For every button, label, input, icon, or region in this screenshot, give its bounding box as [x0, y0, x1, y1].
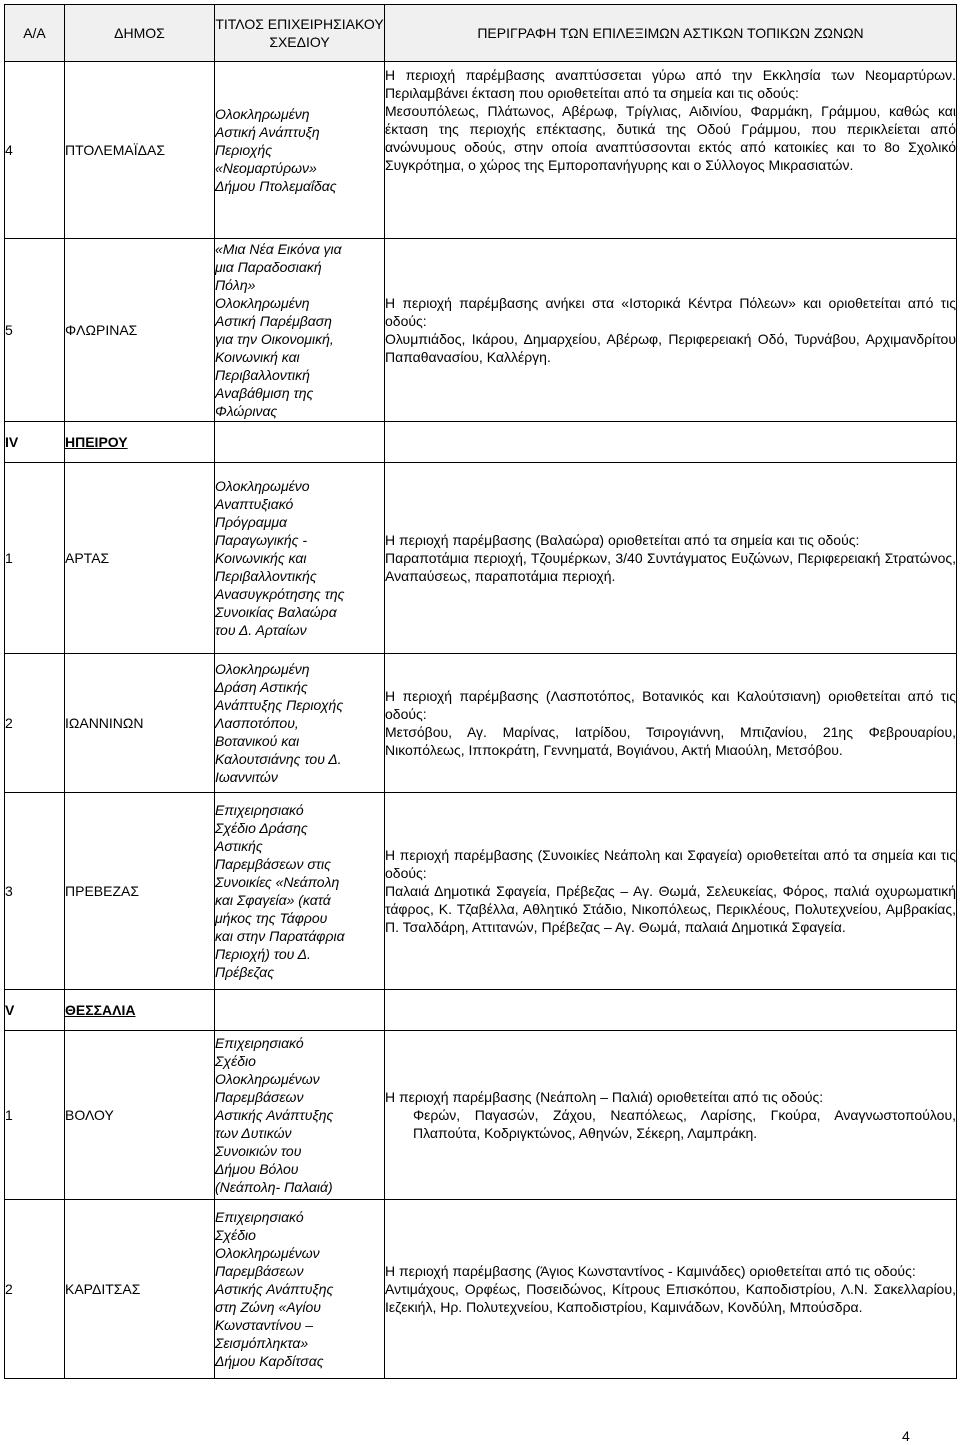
row-municipality: ΠΡΕΒΕΖΑΣ [65, 793, 215, 990]
title-line: Περιβαλλοντική [215, 367, 310, 383]
title-line: Πρόγραμμα [215, 514, 288, 530]
title-line: του Δ. Αρταίων [215, 622, 307, 638]
row-plan-title [215, 62, 385, 239]
title-line: Ολοκληρωμένη [215, 295, 310, 311]
row-description [385, 1031, 957, 1200]
title-line: Σχέδιο Δράσης [215, 820, 308, 836]
region-row [5, 422, 957, 463]
title-line: Περιοχής [215, 142, 273, 158]
title-line: Περιοχή) του Δ. [215, 946, 311, 962]
title-line: για την Οικονομική, [215, 331, 334, 347]
description-paragraph: Η περιοχή παρέμβασης (Βαλαώρα) οριοθετείται από τα σημεία και τις οδούς: [385, 532, 860, 548]
title-line: Ολοκληρωμένη [215, 661, 310, 677]
description-paragraph: Παραποτάμια περιοχή, Τζουμέρκων, 3/40 Συντάγματος Ευζώνων, Περιφερειακή Στρατώνος, Αναπαύσεως, παραποτάμια περιοχή. [385, 550, 956, 584]
title-line: Λασποτόπου, [215, 715, 299, 731]
title-line: Αναπτυξιακό [215, 496, 294, 512]
title-line: μήκος της Τάφρου [215, 910, 328, 926]
table-row [5, 793, 957, 990]
title-line: Σχέδιο [215, 1053, 256, 1069]
title-line: Κοινωνικής και [215, 550, 307, 566]
title-line: Σεισμόπληκτα» [215, 1335, 309, 1351]
row-aa: 1 [5, 463, 65, 654]
header-title: ΤΙΤΛΟΣ ΕΠΙΧΕΙΡΗΣΙΑΚΟΥ ΣΧΕΔΙΟΥ [215, 5, 385, 62]
title-line: (Νεάπολη- Παλαιά) [215, 1179, 333, 1195]
row-municipality: ΦΛΩΡΙΝΑΣ [65, 239, 215, 422]
description-paragraph: Η περιοχή παρέμβασης (Συνοικίες Νεάπολη και Σφαγεία) οριοθετείται από τα σημεία και τις οδούς: [385, 847, 956, 881]
row-aa: 5 [5, 239, 65, 422]
description-paragraph: Αντιμάχους, Ορφέως, Ποσειδώνος, Κίτρους Επισκόπου, Καποδιστρίου, Λ.Ν. Σακελλαρίου, Ιεζεκιήλ, Ηρ. Πολυτεχνείου, Καποδιστρίου, Καμινάδων, Κονδύλη, Μπούσδρα. [385, 1281, 956, 1315]
table-row [5, 1200, 957, 1379]
row-description [385, 1200, 957, 1379]
empty-cell [215, 990, 385, 1031]
title-line: και στην Παρατάφρια [215, 928, 345, 944]
description-paragraph: Ολυμπιάδος, Ικάρου, Δημαρχείου, Αβέρωφ, Περιφερειακή Οδό, Τυρνάβου, Αρχιμανδρίτου Παπαθανασίου, Καλλέργη. [385, 331, 956, 365]
title-line: Δήμου Βόλου [215, 1161, 299, 1177]
title-line: Παραγωγικής - [215, 532, 308, 548]
title-line: Ολοκληρωμένο [215, 478, 310, 494]
title-line: Αναβάθμιση της [215, 385, 314, 401]
row-plan-title [215, 1200, 385, 1379]
table-row [5, 239, 957, 422]
title-line: και Σφαγεία» (κατά [215, 892, 331, 908]
title-line: Βοτανικού και [215, 733, 300, 749]
table-row [5, 463, 957, 654]
title-line: Ανάπτυξης Περιοχής [215, 697, 344, 713]
region-name: ΘΕΣΣΑΛΙΑ [65, 990, 215, 1031]
description-paragraph: Μετσόβου, Αγ. Μαρίνας, Ιατρίδου, Τσιρογιάννη, Μπιζανίου, 21ης Φεβρουαρίου, Νικοπόλεως, Ιπποκράτη, Γεννηματά, Βογιάνου, Ακτή Μιαούλη, Μετσόβου. [385, 724, 956, 758]
row-plan-title [215, 1031, 385, 1200]
title-line: Πόλη» [215, 277, 256, 293]
row-aa: 2 [5, 1200, 65, 1379]
title-line: Επιχειρησιακό [215, 802, 304, 818]
header-description: ΠΕΡΙΓΡΑΦΗ ΤΩΝ ΕΠΙΛΕΞΙΜΩΝ ΑΣΤΙΚΩΝ ΤΟΠΙΚΩΝ ΖΩΝΩΝ [385, 5, 957, 62]
title-line: Περιβαλλοντικής [215, 568, 317, 584]
title-line: Επιχειρησιακό [215, 1209, 304, 1225]
row-description [385, 239, 957, 422]
row-plan-title [215, 793, 385, 990]
row-aa: 2 [5, 654, 65, 793]
description-paragraph: Φερών, Παγασών, Ζάχου, Νεαπόλεως, Λαρίσης, Γκούρα, Αναγνωστοπούλου, Πλαπούτα, Κοδριγκτώνος, Αθηνών, Σέκερη, Λαμπράκη. [413, 1107, 956, 1141]
title-line: μια Παραδοσιακή [215, 259, 322, 275]
description-paragraph: Η περιοχή παρέμβασης (Νεάπολη – Παλιά) οριοθετείται από τις οδούς: [385, 1089, 824, 1105]
title-line: Αστικής Ανάπτυξης [215, 1281, 334, 1297]
row-municipality: ΚΑΡΔΙΤΣΑΣ [65, 1200, 215, 1379]
title-line: Ολοκληρωμένη [215, 106, 310, 122]
region-name: ΗΠΕΙΡΟΥ [65, 422, 215, 463]
row-municipality: ΙΩΑΝΝΙΝΩΝ [65, 654, 215, 793]
title-line: Συνοικίες «Νεάπολη [215, 874, 340, 890]
empty-cell [385, 990, 957, 1031]
title-line: Ανασυγκρότησης της [215, 586, 345, 602]
title-line: Δράση Αστικής [215, 679, 308, 695]
title-line: Δήμου Καρδίτσας [215, 1353, 324, 1369]
row-aa: 4 [5, 62, 65, 239]
page-number: 4 [902, 1428, 910, 1444]
region-code: IV [5, 422, 65, 463]
title-line: «Νεομαρτύρων» [215, 160, 317, 176]
header-row [5, 5, 957, 62]
title-line: Πρέβεζας [215, 964, 275, 980]
row-plan-title [215, 463, 385, 654]
table-row [5, 654, 957, 793]
description-paragraph: Παλαιά Δημοτικά Σφαγεία, Πρέβεζας – Αγ. Θωμά, Σελευκείας, Φόρος, παλιά οχυρωματική τάφρος, Κ. Τζαβέλλα, Αθλητικό Στάδιο, Νικοπόλεως, Περικλέους, Πολυτεχνείου, Αμβρακίας, Π. Τσαλδάρη, Αττιτανών, Πρέβεζας – Αγ. Θωμά, παλαιά Δημοτικά Σφαγεία. [385, 883, 956, 935]
region-code: V [5, 990, 65, 1031]
description-paragraph: Μεσουπόλεως, Πλάτωνος, Αβέρωφ, Τρίγλιας, Αιδινίου, Φαρμάκη, Γράμμου, καθώς και έκταση της περιοχής επέκτασης, δυτικά της Οδού Γράμμου, που περικλείεται από ανώνυμους οδούς, στην οποία αναπτύσσονται εκτός από κατοικίες και το 8ο Σχολικό Συγκρότημα, ο χώρος της Εμποροπανήγυρης και ο Σύλλογος Μικρασιατών. [385, 103, 956, 173]
title-line: Αστικής [215, 838, 263, 854]
title-line: στη Ζώνη «Αγίου [215, 1299, 321, 1315]
table-row [5, 62, 957, 239]
row-municipality: ΠΤΟΛΕΜΑΪΔΑΣ [65, 62, 215, 239]
row-plan-title [215, 654, 385, 793]
header-municipality: ΔΗΜΟΣ [65, 5, 215, 62]
title-line: Παρεμβάσεων [215, 1263, 304, 1279]
title-line: Φλώρινας [215, 403, 278, 419]
row-description [385, 654, 957, 793]
header-aa: Α/Α [5, 5, 65, 62]
row-description [385, 793, 957, 990]
table-row [5, 1031, 957, 1200]
empty-cell [385, 422, 957, 463]
title-line: Σχέδιο [215, 1227, 256, 1243]
row-aa: 3 [5, 793, 65, 990]
description-paragraph: Η περιοχή παρέμβασης (Λασποτόπος, Βοτανικός και Καλούτσιανη) οριοθετείται από τις οδούς: [385, 688, 956, 722]
title-line: Αστική Παρέμβαση [215, 313, 332, 329]
description-paragraph: Η περιοχή παρέμβασης ανήκει στα «Ιστορικά Κέντρα Πόλεων» και οριοθετείται από τις οδούς: [385, 295, 956, 329]
title-line: Επιχειρησιακό [215, 1035, 304, 1051]
title-line: Ολοκληρωμένων [215, 1071, 320, 1087]
zones-table [4, 4, 957, 1379]
title-line: Συνοικίας Βαλαώρα [215, 604, 337, 620]
region-row [5, 990, 957, 1031]
title-line: «Μια Νέα Εικόνα για [215, 241, 342, 257]
title-line: Κωνσταντίνου – [215, 1317, 314, 1333]
title-line: Αστικής Ανάπτυξης [215, 1107, 334, 1123]
empty-cell [215, 422, 385, 463]
title-line: Ιωαννιτών [215, 769, 278, 785]
row-municipality: ΒΟΛΟΥ [65, 1031, 215, 1200]
title-line: Αστική Ανάπτυξη [215, 124, 320, 140]
title-line: Παρεμβάσεων [215, 1089, 304, 1105]
description-paragraph: Η περιοχή παρέμβασης αναπτύσσεται γύρω από την Εκκλησία των Νεομαρτύρων. Περιλαμβάνει έκταση που οριοθετείται από τα σημεία και τις οδούς: [385, 67, 956, 101]
row-plan-title [215, 239, 385, 422]
title-line: Κοινωνική και [215, 349, 300, 365]
row-aa: 1 [5, 1031, 65, 1200]
description-paragraph: Η περιοχή παρέμβασης (Άγιος Κωνσταντίνος - Καμινάδες) οριοθετείται από τις οδούς: [385, 1263, 916, 1279]
row-municipality: ΑΡΤΑΣ [65, 463, 215, 654]
title-line: Δήμου Πτολεμαΐδας [215, 178, 337, 194]
title-line: Ολοκληρωμένων [215, 1245, 320, 1261]
title-line: Καλουτσιάνης του Δ. [215, 751, 342, 767]
row-description [385, 463, 957, 654]
row-description [385, 62, 957, 239]
title-line: Συνοικιών του [215, 1143, 302, 1159]
title-line: των Δυτικών [215, 1125, 292, 1141]
title-line: Παρεμβάσεων στις [215, 856, 331, 872]
